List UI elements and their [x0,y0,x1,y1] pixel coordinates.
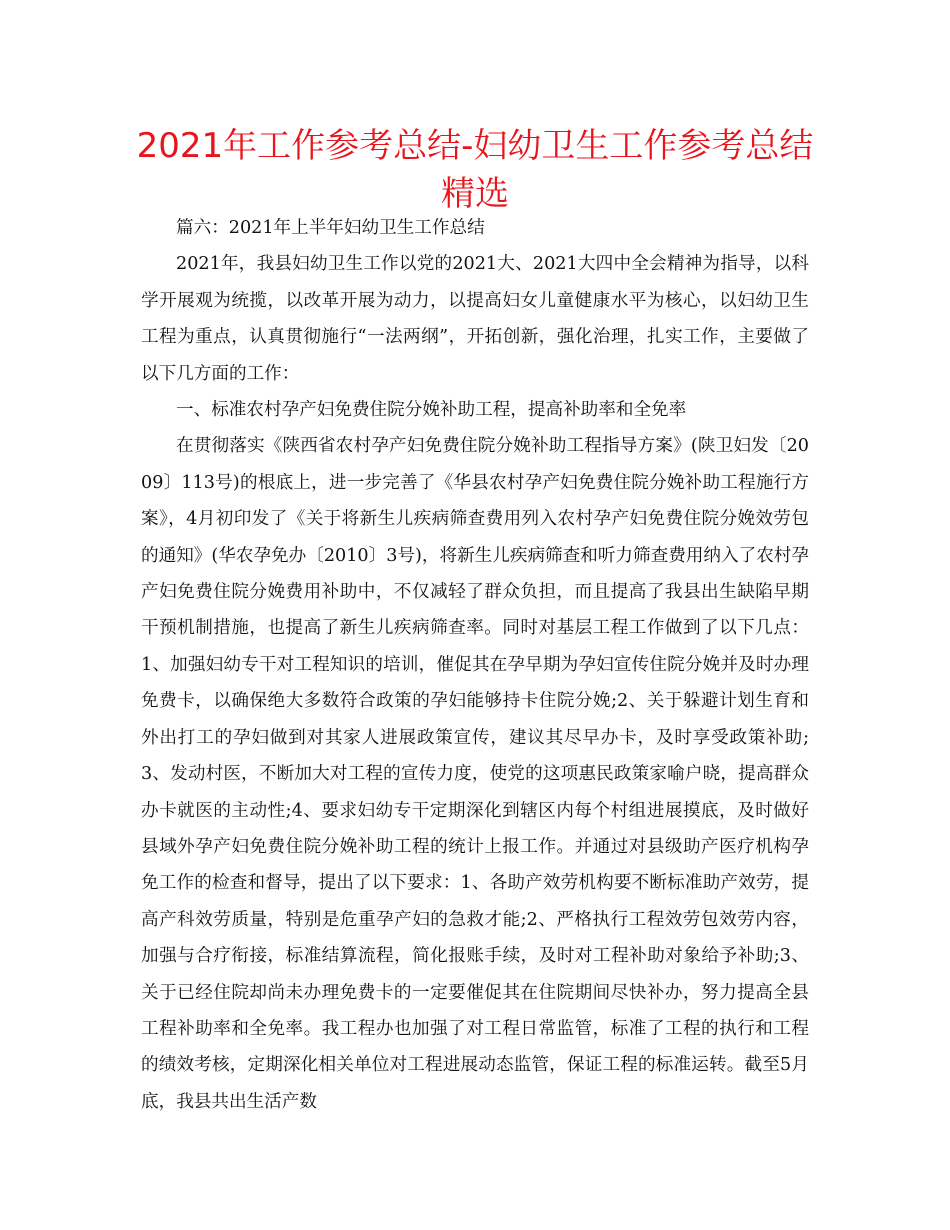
paragraph-section-1: 在贯彻落实《陕西省农村孕产妇免费住院分娩补助工程指导方案》(陕卫妇发〔2009〕113号)的根底上，进一步完善了《华县农村孕产妇免费住院分娩补助工程施行方案》，4月初印发了《关于将新生儿疾病筛查费用列入农村孕产妇免费住院分娩效劳包的通知》(华农孕免办〔2010〕3号)，将新生儿疾病筛查和听力筛查费用纳入了农村孕产妇免费住院分娩费用补助中，不仅减轻了群众负担，而且提高了我县出生缺陷早期干预机制措施，也提高了新生儿疾病筛查率。同时对基层工程工作做到了以下几点：1、加强妇幼专干对工程知识的培训，催促其在孕早期为孕妇宣传住院分娩并及时办理免费卡，以确保绝大多数符合政策的孕妇能够持卡住院分娩;2、关于躲避计划生育和外出打工的孕妇做到对其家人进展政策宣传，建议其尽早办卡，及时享受政策补助;3、发动村医，不断加大对工程的宣传力度，使党的这项惠民政策家喻户晓，提高群众办卡就医的主动性;4、要求妇幼专干定期深化到辖区内每个村组进展摸底，及时做好县域外孕产妇免费住院分娩补助工程的统计上报工作。并通过对县级助产医疗机构孕免工作的检查和督导，提出了以下要求：1、各助产效劳机构要不断标准助产效劳，提高产科效劳质量，特别是危重孕产妇的急救才能;2、严格执行工程效劳包效劳内容，加强与合疗衔接，标准结算流程，简化报账手续，及时对工程补助对象给予补助;3、关于已经住院却尚未办理免费卡的一定要催促其在住院期间尽快补办，努力提高全县工程补助率和全免率。我工程办也加强了对工程日常监管，标准了工程的执行和工程的绩效考核，定期深化相关单位对工程进展动态监管，保证工程的标准运转。截至5月底，我县共出生活产数 [141,436,809,1112]
document-title: 2021年工作参考总结-妇幼卫生工作参考总结精选 [136,126,814,214]
section-heading-1: 一、标准农村孕产妇免费住院分娩补助工程，提高补助率和全免率 [176,400,687,421]
paragraph-intro: 2021年，我县妇幼卫生工作以党的2021大、2021大四中全会精神为指导，以科学开展观为统揽，以改革开展为动力，以提高妇女儿童健康水平为核心，以妇幼卫生工程为重点，认真贯彻施行“一法两纲”，开拓创新，强化治理，扎实工作，主要做了以下几方面的工作： [141,254,809,384]
section-subtitle: 篇六：2021年上半年妇幼卫生工作总结 [176,218,485,238]
document-body [141,210,809,1120]
